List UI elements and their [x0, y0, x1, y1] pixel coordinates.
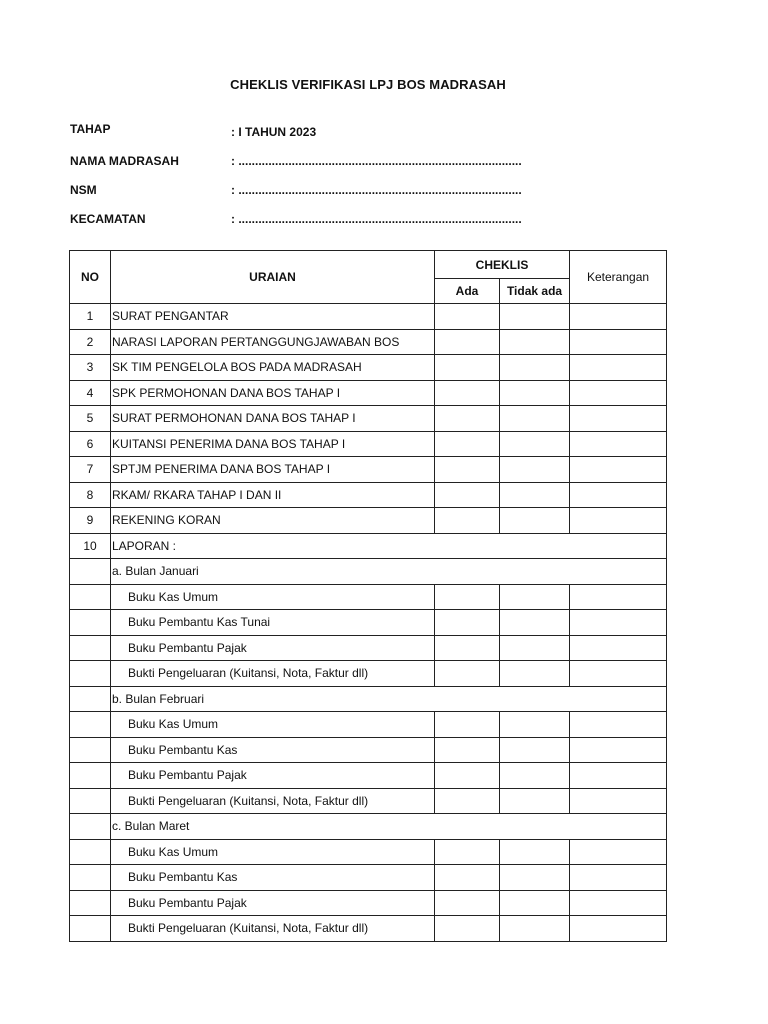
document-title: CHEKLIS VERIFIKASI LPJ BOS MADRASAH [230, 77, 506, 92]
table-row [70, 763, 667, 789]
row-number [70, 916, 111, 942]
row-uraian: Buku Pembantu Kas Tunai [111, 610, 435, 636]
row-number [70, 686, 111, 712]
row-number [70, 635, 111, 661]
keterangan-cell[interactable] [570, 380, 667, 406]
checkbox-ada-cell[interactable] [435, 890, 500, 916]
checkbox-tidak-ada-cell[interactable] [500, 482, 570, 508]
row-number [70, 661, 111, 687]
checkbox-tidak-ada-cell[interactable] [500, 508, 570, 534]
row-number: 9 [70, 508, 111, 534]
row-uraian: Buku Kas Umum [111, 584, 435, 610]
table-row [70, 890, 667, 916]
info-value: : ..................................................................................... [231, 212, 522, 226]
header-ada: Ada [435, 279, 500, 304]
table-header [70, 251, 667, 304]
table-row [70, 737, 667, 763]
keterangan-cell[interactable] [570, 890, 667, 916]
checkbox-tidak-ada-cell[interactable] [500, 355, 570, 381]
keterangan-cell[interactable] [570, 355, 667, 381]
row-uraian: c. Bulan Maret [111, 814, 667, 840]
table-row [70, 431, 667, 457]
table-row [70, 304, 667, 330]
row-uraian: Bukti Pengeluaran (Kuitansi, Nota, Faktur dll) [111, 788, 435, 814]
checkbox-tidak-ada-cell[interactable] [500, 304, 570, 330]
row-uraian: SPK PERMOHONAN DANA BOS TAHAP I [111, 380, 435, 406]
keterangan-cell[interactable] [570, 712, 667, 738]
checkbox-tidak-ada-cell[interactable] [500, 635, 570, 661]
row-uraian: REKENING KORAN [111, 508, 435, 534]
row-number [70, 737, 111, 763]
keterangan-cell[interactable] [570, 865, 667, 891]
table-row [70, 712, 667, 738]
checkbox-tidak-ada-cell[interactable] [500, 406, 570, 432]
table-row [70, 839, 667, 865]
checkbox-ada-cell[interactable] [435, 380, 500, 406]
row-uraian: Bukti Pengeluaran (Kuitansi, Nota, Faktur dll) [111, 916, 435, 942]
checkbox-tidak-ada-cell[interactable] [500, 865, 570, 891]
keterangan-cell[interactable] [570, 482, 667, 508]
keterangan-cell[interactable] [570, 737, 667, 763]
checkbox-ada-cell[interactable] [435, 584, 500, 610]
table-row [70, 686, 667, 712]
info-value: : ..................................................................................... [231, 154, 522, 168]
info-label: KECAMATAN [70, 212, 146, 226]
table-row [70, 329, 667, 355]
table-row [70, 380, 667, 406]
header-no: NO [70, 251, 111, 304]
row-number: 6 [70, 431, 111, 457]
keterangan-cell[interactable] [570, 584, 667, 610]
checkbox-ada-cell[interactable] [435, 661, 500, 687]
keterangan-cell[interactable] [570, 457, 667, 483]
header-tidak-ada: Tidak ada [500, 279, 570, 304]
checkbox-ada-cell[interactable] [435, 508, 500, 534]
checkbox-ada-cell[interactable] [435, 916, 500, 942]
table-row [70, 355, 667, 381]
keterangan-cell[interactable] [570, 304, 667, 330]
table-row [70, 916, 667, 942]
row-number [70, 865, 111, 891]
checkbox-tidak-ada-cell[interactable] [500, 380, 570, 406]
row-uraian: SPTJM PENERIMA DANA BOS TAHAP I [111, 457, 435, 483]
table-row [70, 559, 667, 585]
row-number [70, 814, 111, 840]
table-row [70, 406, 667, 432]
keterangan-cell[interactable] [570, 916, 667, 942]
checkbox-tidak-ada-cell[interactable] [500, 431, 570, 457]
checkbox-ada-cell[interactable] [435, 839, 500, 865]
checkbox-ada-cell[interactable] [435, 482, 500, 508]
row-uraian: a. Bulan Januari [111, 559, 667, 585]
keterangan-cell[interactable] [570, 661, 667, 687]
keterangan-cell[interactable] [570, 839, 667, 865]
table-row [70, 635, 667, 661]
checkbox-ada-cell[interactable] [435, 431, 500, 457]
table-row [70, 661, 667, 687]
table-body [70, 304, 667, 942]
keterangan-cell[interactable] [570, 431, 667, 457]
checkbox-ada-cell[interactable] [435, 610, 500, 636]
checkbox-ada-cell[interactable] [435, 737, 500, 763]
row-number [70, 610, 111, 636]
row-number: 4 [70, 380, 111, 406]
row-number [70, 839, 111, 865]
row-number: 7 [70, 457, 111, 483]
row-number: 5 [70, 406, 111, 432]
table-row [70, 457, 667, 483]
header-keterangan: Keterangan [570, 251, 667, 304]
row-uraian: NARASI LAPORAN PERTANGGUNGJAWABAN BOS [111, 329, 435, 355]
checkbox-tidak-ada-cell[interactable] [500, 839, 570, 865]
table-row [70, 533, 667, 559]
table-row [70, 814, 667, 840]
checkbox-ada-cell[interactable] [435, 865, 500, 891]
checkbox-ada-cell[interactable] [435, 763, 500, 789]
checkbox-ada-cell[interactable] [435, 406, 500, 432]
info-value: : I TAHUN 2023 [231, 125, 317, 139]
row-number [70, 763, 111, 789]
keterangan-cell[interactable] [570, 329, 667, 355]
row-number: 1 [70, 304, 111, 330]
keterangan-cell[interactable] [570, 508, 667, 534]
table-row [70, 508, 667, 534]
checkbox-ada-cell[interactable] [435, 329, 500, 355]
info-label: TAHAP [70, 122, 111, 136]
checkbox-tidak-ada-cell[interactable] [500, 329, 570, 355]
keterangan-cell[interactable] [570, 763, 667, 789]
row-number [70, 890, 111, 916]
row-uraian: Buku Pembantu Pajak [111, 763, 435, 789]
checkbox-ada-cell[interactable] [435, 304, 500, 330]
row-uraian: Buku Pembantu Pajak [111, 890, 435, 916]
row-number: 2 [70, 329, 111, 355]
checkbox-ada-cell[interactable] [435, 355, 500, 381]
row-uraian: SURAT PERMOHONAN DANA BOS TAHAP I [111, 406, 435, 432]
checkbox-tidak-ada-cell[interactable] [500, 916, 570, 942]
row-uraian: Buku Kas Umum [111, 712, 435, 738]
checklist-table [69, 250, 667, 942]
row-uraian: KUITANSI PENERIMA DANA BOS TAHAP I [111, 431, 435, 457]
row-number [70, 584, 111, 610]
row-uraian: Buku Pembantu Kas [111, 737, 435, 763]
table-row [70, 584, 667, 610]
keterangan-cell[interactable] [570, 610, 667, 636]
row-number: 3 [70, 355, 111, 381]
info-value: : ..................................................................................... [231, 183, 522, 197]
checkbox-ada-cell[interactable] [435, 635, 500, 661]
row-uraian: RKAM/ RKARA TAHAP I DAN II [111, 482, 435, 508]
row-number [70, 788, 111, 814]
row-number [70, 559, 111, 585]
row-uraian: Bukti Pengeluaran (Kuitansi, Nota, Faktur dll) [111, 661, 435, 687]
row-number: 8 [70, 482, 111, 508]
checkbox-tidak-ada-cell[interactable] [500, 610, 570, 636]
row-uraian: SURAT PENGANTAR [111, 304, 435, 330]
table-row [70, 610, 667, 636]
row-uraian: b. Bulan Februari [111, 686, 667, 712]
keterangan-cell[interactable] [570, 635, 667, 661]
row-number: 10 [70, 533, 111, 559]
checkbox-tidak-ada-cell[interactable] [500, 457, 570, 483]
header-cheklis: CHEKLIS [435, 251, 570, 279]
checkbox-ada-cell[interactable] [435, 788, 500, 814]
info-label: NAMA MADRASAH [70, 154, 179, 168]
checkbox-tidak-ada-cell[interactable] [500, 661, 570, 687]
table-row [70, 865, 667, 891]
info-label: NSM [70, 183, 97, 197]
row-uraian: LAPORAN : [111, 533, 667, 559]
checkbox-tidak-ada-cell[interactable] [500, 763, 570, 789]
row-uraian: Buku Pembantu Kas [111, 865, 435, 891]
checkbox-tidak-ada-cell[interactable] [500, 584, 570, 610]
keterangan-cell[interactable] [570, 406, 667, 432]
checkbox-ada-cell[interactable] [435, 712, 500, 738]
checkbox-ada-cell[interactable] [435, 457, 500, 483]
row-uraian: Buku Pembantu Pajak [111, 635, 435, 661]
row-uraian: Buku Kas Umum [111, 839, 435, 865]
checkbox-tidak-ada-cell[interactable] [500, 737, 570, 763]
table-row [70, 788, 667, 814]
keterangan-cell[interactable] [570, 788, 667, 814]
row-uraian: SK TIM PENGELOLA BOS PADA MADRASAH [111, 355, 435, 381]
header-uraian: URAIAN [111, 251, 435, 304]
checkbox-tidak-ada-cell[interactable] [500, 890, 570, 916]
row-number [70, 712, 111, 738]
table-row [70, 482, 667, 508]
checkbox-tidak-ada-cell[interactable] [500, 788, 570, 814]
checkbox-tidak-ada-cell[interactable] [500, 712, 570, 738]
